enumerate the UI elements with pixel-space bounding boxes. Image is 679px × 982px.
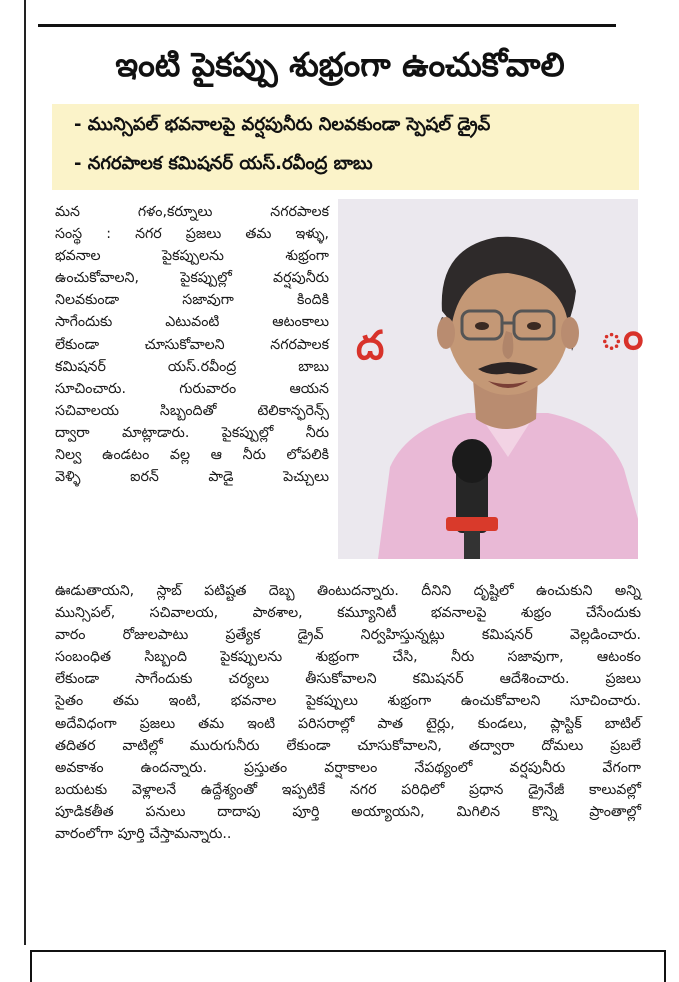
body-line: పూడికతీత పనులు దాదాపు పూర్తి అయ్యాయని, మిగిలిన కొన్ని ప్రాంతాల్లో (55, 803, 641, 820)
article-body-narrow (55, 201, 329, 488)
body-line: భవనాల పైకప్పులను శుభ్రంగా (55, 248, 329, 265)
commissioner-photo (338, 199, 644, 559)
body-line: తదితర వాటిల్లో మురుగునీరు లేకుండా చూసుకోవాలని, తద్వారా దోమలు ప్రబలే (55, 737, 641, 754)
subhead-line: - నగరపాలక కమిషనర్ యస్.రవీంద్ర బాబు (74, 153, 373, 174)
body-line: అదేవిధంగా ప్రజలు తమ ఇంటి పరిసరాల్లో పాత టైర్లు, కుండలు, ప్లాస్టిక్ బాటిల్ (55, 715, 641, 732)
body-line: అవకాశం ఉందన్నారు. ప్రస్తుతం వర్షాకాలం నేపథ్యంలో వర్షపునీరు వేగంగా (55, 759, 641, 776)
body-line: నిలవకుండా సజావుగా కిందికి (55, 292, 329, 309)
body-line: లేకుండా సాగేందుకు చర్యలు తీసుకోవాలని కమిషనర్ ఆదేశించారు. ప్రజలు (55, 671, 641, 688)
body-line: బయటకు వెళ్లాలనే ఉద్దేశ్యంతో ఇప్పటికే నగర పరిధిలో ప్రధాన డ్రైనేజీ కాలువల్లో (55, 781, 641, 798)
body-line: సాగేందుకు ఎటువంటి ఆటంకాలు (55, 314, 329, 331)
body-line: వారం రోజులపాటు ప్రత్యేక డ్రైవ్ నిర్వహిస్తున్నట్లు కమిషనర్ వెల్లడించారు. (55, 627, 641, 644)
headline: ఇంటి పైకప్పు శుభ్రంగా ఉంచుకోవాలి (115, 45, 565, 84)
body-line: మన గళం,కర్నూలు నగరపాలక (55, 204, 329, 220)
subhead-box (52, 104, 639, 190)
body-line: ఊడుతాయని, స్లాబ్ పటిష్టత దెబ్బ తింటుదన్నారు. దీనిని దృష్టిలో ఉంచుకుని అన్ని (55, 583, 641, 599)
body-line: సూచించారు. గురువారం ఆయన (55, 380, 329, 397)
body-line: వారంలోగా పూర్తి చేస్తామన్నారు.. (55, 826, 232, 843)
banner-text-right: ం (600, 313, 644, 359)
body-line: నిల్వ ఉండటం వల్ల ఆ నీరు లోపలికి (55, 447, 329, 464)
body-line: సైతం తమ ఇంటి, భవనాల పైకప్పులు శుభ్రంగా ఉంచుకోవాలని సూచించారు. (55, 693, 641, 710)
column-rule (24, 0, 26, 945)
banner-text-left: ద (356, 323, 385, 369)
top-rule (38, 24, 616, 27)
body-line: వెళ్ళి ఐరన్ పాడై పెచ్చులు (55, 469, 329, 486)
body-line: ద్వారా మాట్లాడారు. పైకప్పుల్లో నీరు (55, 424, 329, 441)
subhead-line: - మున్సిపల్ భవనాలపై వర్షపునీరు నిలవకుండా స్పెషల్ డ్రైవ్ (74, 114, 491, 135)
body-line: మున్సిపల్, సచివాలయ, పాఠశాల, కమ్యూనిటీ భవనాలపై శుభ్రం చేసేందుకు (55, 605, 641, 622)
body-line: సంబంధిత సిబ్బంది పైకప్పులను శుభ్రంగా చేసి, నీరు సజావుగా, ఆటంకం (55, 649, 641, 666)
body-line: లేకుండా చూసుకోవాలని నగరపాలక (55, 336, 329, 353)
next-article-frame (30, 950, 666, 982)
body-line: సచివాలయ సిబ్బందితో టెలికాన్ఫరెన్స్ (55, 402, 329, 419)
body-line: ఉంచుకోవాలని, పైకప్పుల్లో వర్షపునీరు (55, 270, 329, 287)
photo-illustration (338, 199, 644, 559)
article-body-wide (55, 580, 641, 845)
body-line: సంస్థ : నగర ప్రజలు తమ ఇళ్ళు, (55, 226, 329, 243)
body-line: కమిషనర్ యస్.రవీంద్ర బాబు (55, 358, 329, 375)
